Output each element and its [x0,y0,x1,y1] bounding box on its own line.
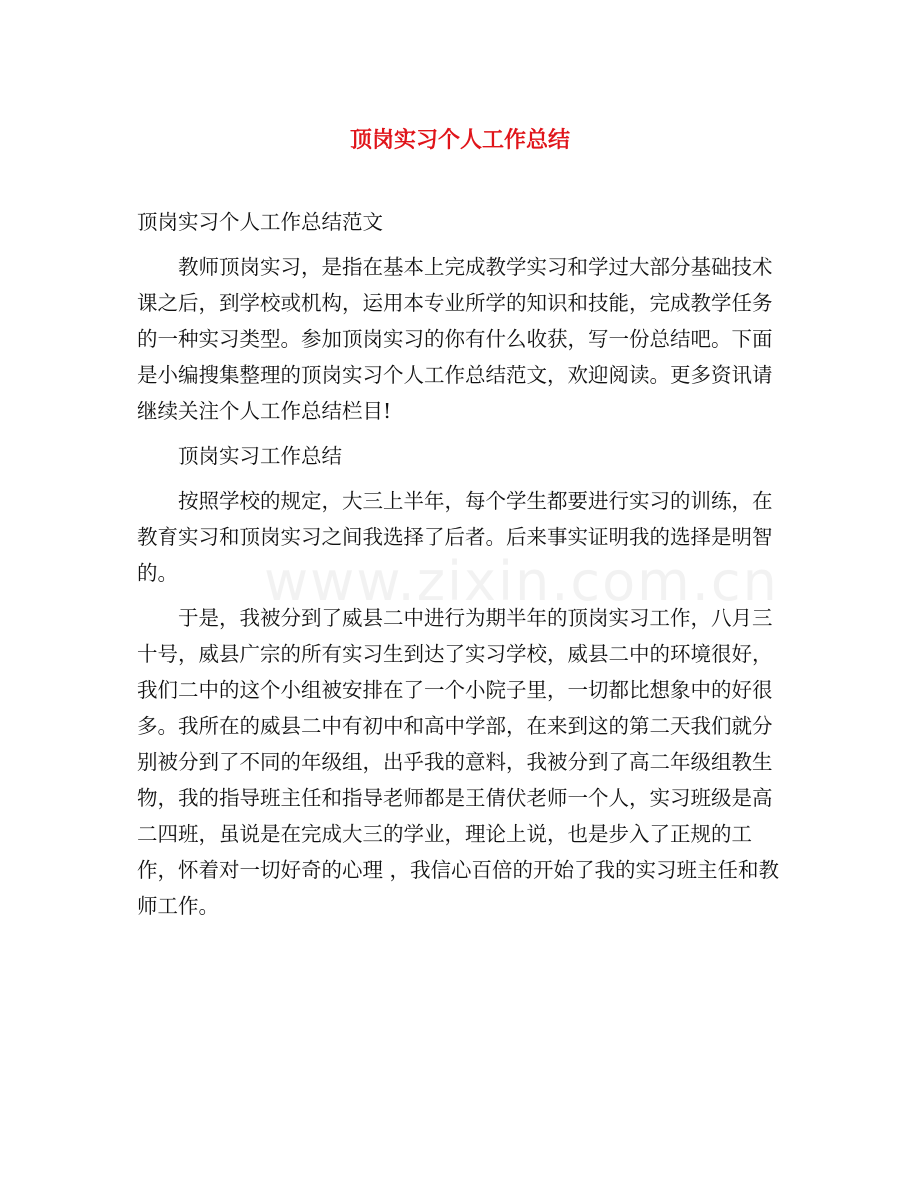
document-body [137,204,781,924]
section-heading: 顶岗实习工作总结 [178,444,342,468]
document-title: 顶岗实习个人工作总结 [349,127,570,153]
intro-paragraph: 教师顶岗实习，是指在基本上完成教学实习和学过大部分基础技术课之后，到学校或机构，运用本专业所学的知识和技能，完成教学任务的一种实习类型。参加顶岗实习的你有什么收获，写一份总结吧。下面是小编搜集整理的顶岗实习个人工作总结范文，欢迎阅读。更多资讯请继续关注个人工作总结栏目! [137,255,773,423]
body-paragraph: 按照学校的规定，大三上半年，每个学生都要进行实习的训练，在教育实习和顶岗实习之间我选择了后者。后来事实证明我的选择是明智的。 [137,489,773,585]
document-subtitle: 顶岗实习个人工作总结范文 [137,210,383,234]
watermark-text: www.zixin.com.cn [264,550,779,613]
body-paragraph: 于是，我被分到了威县二中进行为期半年的顶岗实习工作，八月三十号，威县广宗的所有实习生到达了实习学校，威县二中的环境很好，我们二中的这个小组被安排在了一个小院子里，一切都比想象中的好很多。我所在的威县二中有初中和高中学部，在来到这的第二天我们就分别被分到了不同的年级组，出乎我的意料，我被分到了高二年级组教生物，我的指导班主任和指导老师都是王倩伏老师一个人，实习班级是高二四班，虽说是在完成大三的学业，理论上说，也是步入了正规的工作，怀着对一切好奇的心理 ，我信心百倍的开始了我的实习班主任和教师工作。 [137,606,780,918]
